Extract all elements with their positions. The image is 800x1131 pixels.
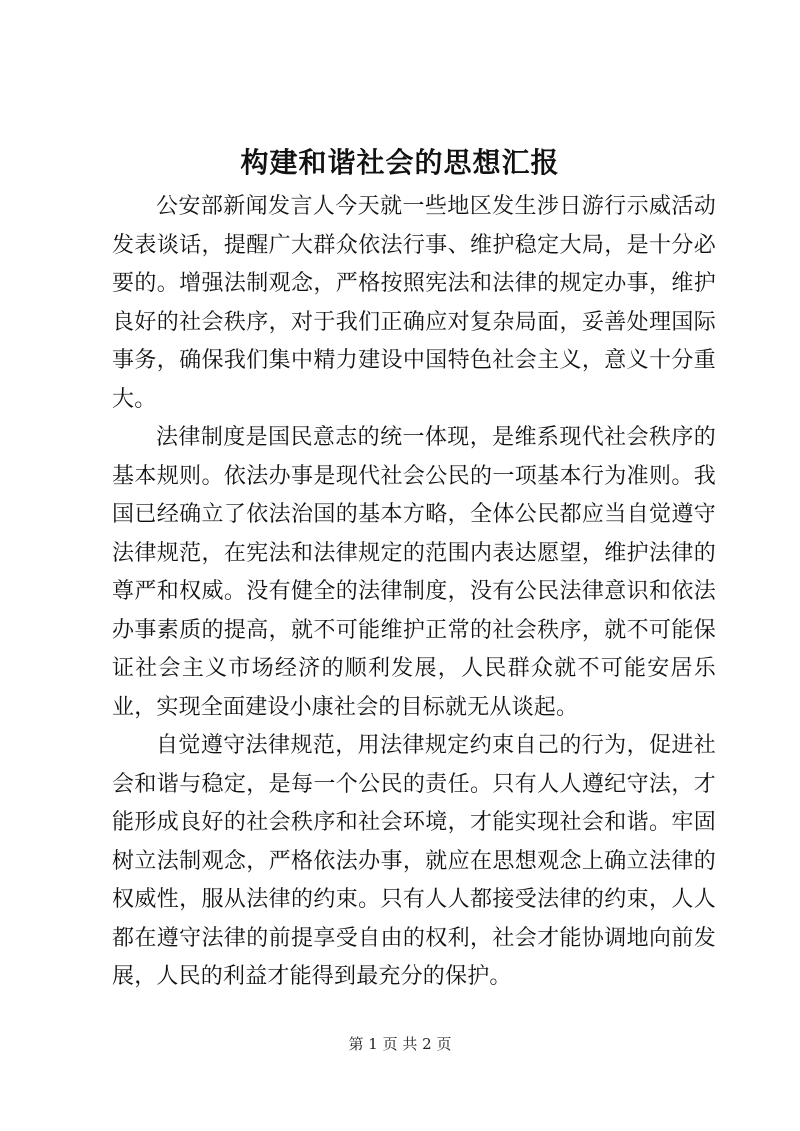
document-title: 构建和谐社会的思想汇报 (240, 146, 560, 179)
page-number: 第 1 页 共 2 页 (348, 1035, 452, 1053)
paragraph-3: 自觉遵守法律规范，用法律规定约束自己的行为，促进社会和谐与稳定，是每一个公民的责任。只有人人遵纪守法，才能形成良好的社会秩序和社会环境，才能实现社会和谐。牢固树立法制观念，严格依法办事，就应在思想观念上确立法律的权威性，服从法律的约束。只有人人都接受法律的约束，人人都在遵守法律的前提享受自由的权利，社会才能协调地向前发展，人民的利益才能得到最充分的保护。 (112, 733, 716, 989)
document-body (112, 188, 716, 997)
paragraph-1: 公安部新闻发言人今天就一些地区发生涉日游行示威活动发表谈话，提醒广大群众依法行事、维护稳定大局，是十分必要的。增强法制观念，严格按照宪法和法律的规定办事，维护良好的社会秩序，对于我们正确应对复杂局面，妥善处理国际事务，确保我们集中精力建设中国特色社会主义，意义十分重大。 (112, 194, 716, 412)
paragraph-2: 法律制度是国民意志的统一体现，是维系现代社会秩序的基本规则。依法办事是现代社会公民的一项基本行为准则。我国已经确立了依法治国的基本方略，全体公民都应当自觉遵守法律规范，在宪法和法律规定的范围内表达愿望，维护法律的尊严和权威。没有健全的法律制度，没有公民法律意识和依法办事素质的提高，就不可能维护正常的社会秩序，就不可能保证社会主义市场经济的顺利发展，人民群众就不可能安居乐业，实现全面建设小康社会的目标就无从谈起。 (112, 425, 716, 720)
